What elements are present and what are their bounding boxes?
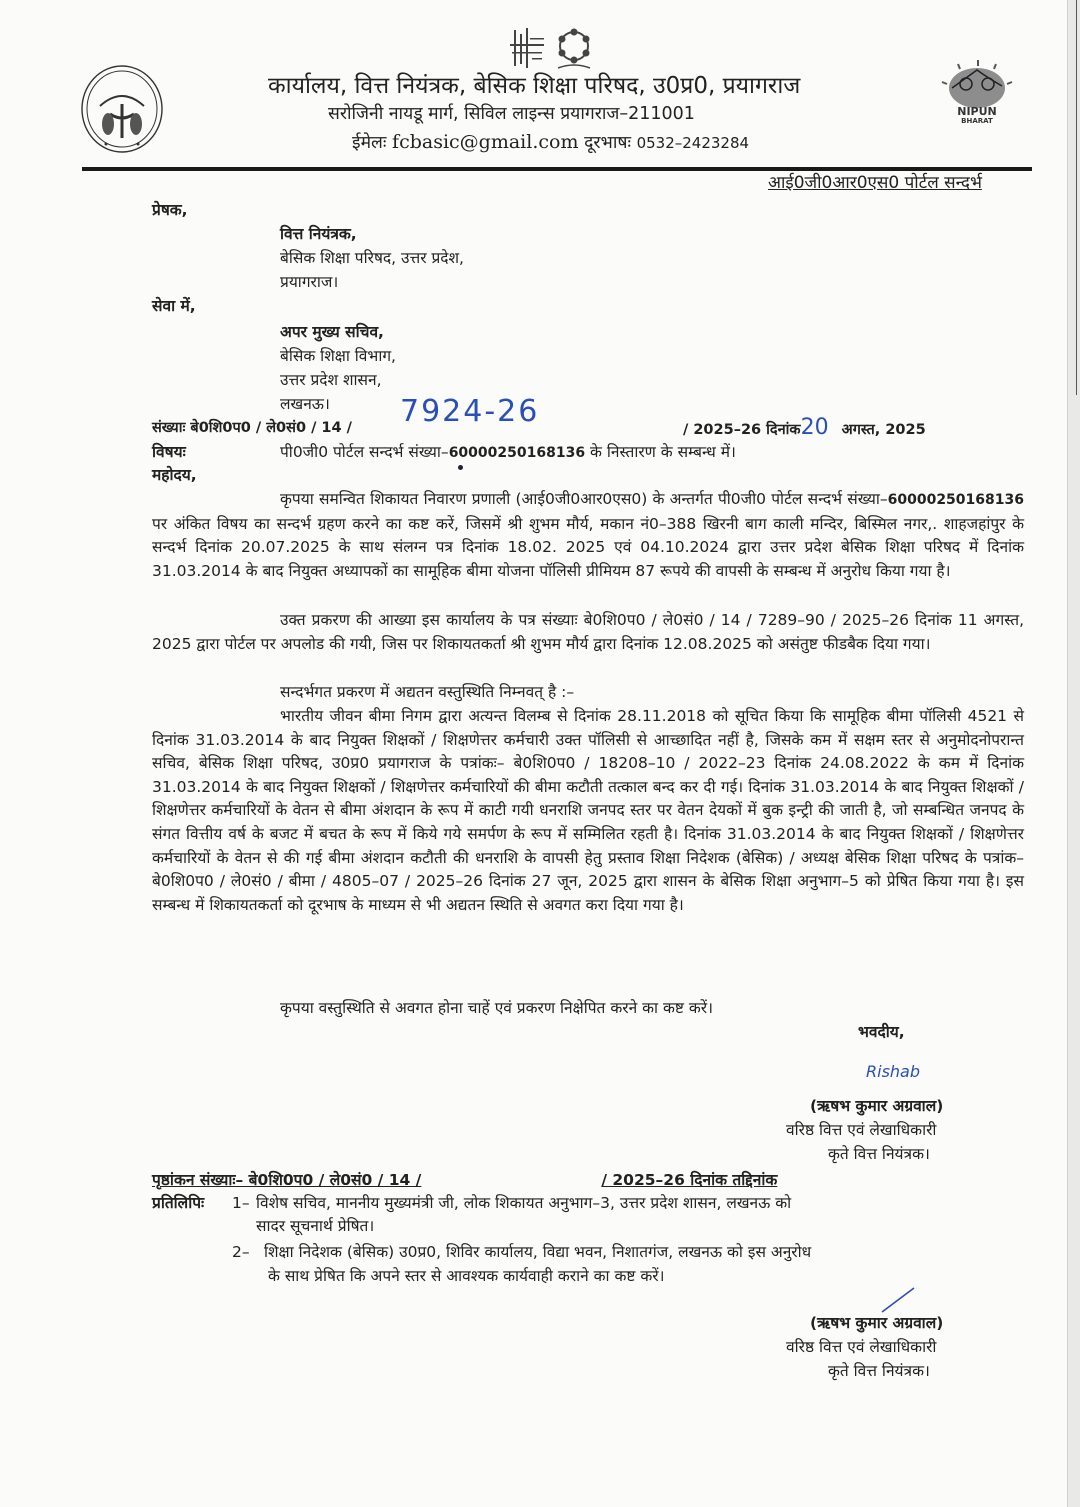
salutation: महोदय, [152,466,197,484]
handwritten-letter-number: 7924-26 [400,394,540,429]
signatory-2-designation: वरिष्ठ वित्त एवं लेखाधिकारी [786,1338,937,1356]
endorsement-prefix: पृष्ठांकन संख्याः– बे0शि0प0 / ले0सं0 / 14 / [152,1171,422,1189]
endorsement-number [152,1170,777,1190]
sender-line2: बेसिक शिक्षा परिषद, उत्तर प्रदेश, [280,249,464,267]
samagra-shiksha-logo [510,26,596,74]
contact-line [352,131,749,154]
signatory-2-name: (ऋषभ कुमार अग्रवाल) [810,1314,944,1332]
recipient-line2: बेसिक शिक्षा विभाग, [280,347,396,365]
subject-after: के निस्तारण के सम्बन्ध में। [585,443,736,461]
nipun-bharat-logo [932,58,1022,130]
recipient-line3: उत्तर प्रदेश शासन, [280,371,382,389]
office-address: सरोजिनी नायडू मार्ग, सिविल लाइन्स प्रयागराज–211001 [328,104,695,124]
phone-number: 0532–2423284 [636,134,750,152]
paragraph-3: सन्दर्भगत प्रकरण में अद्यतन वस्तुस्थिति निम्नवत् है :– [280,683,575,701]
office-name: कार्यालय, वित्त नियंत्रक, बेसिक शिक्षा परिषद, उ0प्र0, प्रयागराज [268,73,801,99]
subject-text [280,442,736,463]
paragraph-1-number: 60000250168136 [887,492,1024,508]
copy-item-2-line2: के साथ प्रेषित कि अपने स्तर से आवश्यक कार्यवाही कराने का कष्ट करें। [268,1267,665,1285]
signatory-for: कृते वित्त नियंत्रक। [828,1145,930,1163]
paragraph-1-part-a: कृपया समन्वित शिकायत निवारण प्रणाली (आई0जी0आर0एस0) के अन्तर्गत पी0जी0 पोर्टल सन्दर्भ संख्या– [280,490,888,508]
copy-item-1-number: 1– [232,1194,250,1212]
subject-label: विषयः [152,443,186,461]
copy-item-2-number: 2– [232,1243,250,1261]
scan-edge-line [1076,0,1077,395]
subject-number: 60000250168136 [448,445,586,461]
up-government-emblem [80,64,164,154]
subject-before: पी0जी0 पोर्टल सन्दर्भ संख्या– [280,443,449,461]
signatory-2-for: कृते वित्त नियंत्रक। [828,1362,930,1380]
paragraph-1 [152,488,1024,583]
email-address: fcbasic@gmail.com [392,131,579,153]
paragraph-4: भारतीय जीवन बीमा निगम द्वारा अत्यन्त विलम्ब से दिनांक 28.11.2018 को सूचित किया कि सामूहिक बीमा पॉलिसी 4521 से दिनांक 31.03.2014 के बाद नियुक्त शिक्षकों / शिक्षणेत्तर कर्मचारी उक्त पॉलिसी से आच्छादित नहीं है, जिसके कम में सक्षम स्तर से अनुमोदनोपरान्त सचिव, बेसिक शिक्षा परिषद, उ0प्र0 प्रयागराज के पत्रांकः– बे0शि0प0 / 18208–10 / 2022–23 दिनांक 24.08.2022 के कम में दिनांक 31.03.2014 के बाद नियुक्त शिक्षकों / शिक्षणेत्तर कर्मचारियों की बीमा कटौती तत्काल बन्द कर दी गई। दिनांक 31.03.2014 के बाद नियुक्त शिक्षकों / शिक्षणेत्तर कर्मचारियों के वेतन से बीमा अंशदान के रूप में काटी गयी धनराशि जनपद स्तर पर वेतन देयकों में बुक इन्ट्री की जाती है, जो सम्बन्धित जनपद के संगत वित्तीय वर्ष के बजट में बचत के रूप में किये गये समर्पण के रूप में सम्मिलित रहती है। दिनांक 31.03.2014 के बाद नियुक्त शिक्षकों / शिक्षणेत्तर कर्मचारियों के वेतन से की गई बीमा अंशदान कटौती की धनराशि के वापसी हेतु प्रस्ताव शिक्षा निदेशक (बेसिक) / अध्यक्ष बेसिक शिक्षा परिषद के पत्रांक– बे0शि0प0 / ले0सं0 / बीमा / 4805–07 / 2025–26 दिनांक 27 जून, 2025 द्वारा शासन के बेसिक शिक्षा अनुभाग–5 को प्रेषित किया गया है। इस सम्बन्ध में शिकायतकर्ता को दूरभाष के माध्यम से भी अद्यतन स्थिति से अवगत करा दिया गया है। [152,707,1024,914]
nipun-logo-line1: NIPUN [957,105,997,118]
letterhead-rule [82,167,1032,171]
year-date-label: / 2025–26 दिनांक [683,422,801,438]
copy-to-label: प्रतिलिपिः [152,1194,205,1212]
nipun-logo-line2: BHARAT [961,117,993,125]
paragraph-1-part-b: पर अंकित विषय का सन्दर्भ ग्रहण करने का कष्ट करें, जिसमें श्री शुभम मौर्य, मकान नं0–388 खिरनी बाग काली मन्दिर, बिस्मिल नगर,. शाहजहांपुर के सन्दर्भ दिनांक 20.07.2025 के साथ संलग्न पत्र दिनांक 18.02. 2025 एवं 04.10.2024 द्वारा उत्तर प्रदेश बेसिक शिक्षा परिषद में दिनांक 31.03.2014 के बाद नियुक्त अध्यापकों का सामूहिक बीमा योजना पॉलिसी प्रीमियम 87 रूपये की वापसी के सम्बन्ध में अनुरोध किया गया है। [152,514,1024,580]
copy-item-2-line1: शिक्षा निदेशक (बेसिक) उ0प्र0, शिविर कार्यालय, विद्या भवन, निशातगंज, लखनऊ को इस अनुरोध [264,1243,812,1261]
sender-label: प्रेषक, [152,201,188,219]
handwritten-day: 20 [800,415,829,440]
paragraph-2: उक्त प्रकरण की आख्या इस कार्यालय के पत्र संख्याः बे0शि0प0 / ले0सं0 / 14 / 7289–90 / 2025–26 दिनांक 11 अगस्त, 2025 द्वारा पोर्टल पर अपलोड की गयी, जिस पर शिकायतकर्ता श्री शुभम मौर्य द्वारा दिनांक 12.08.2025 को असंतुष्ट फीडबैक दिया गया। [152,611,1024,653]
scan-edge [1067,0,1080,1507]
phone-label: दूरभाषः [584,133,631,153]
paragraph-5: कृपया वस्तुस्थिति से अवगत होना चाहें एवं प्रकरण निक्षेपित करने का कष्ट करें। [280,999,713,1017]
letter-number-suffix [683,415,926,440]
copy-item-1-line2: सादर सूचनार्थ प्रेषित। [256,1217,375,1235]
recipient-label: सेवा में, [152,297,196,315]
pen-stroke [880,1286,916,1314]
nipun-logo-text [932,106,1022,125]
email-label: ईमेलः [352,133,387,153]
copy-item-1-line1: विशेष सचिव, माननीय मुख्यमंत्री जी, लोक शिकायत अनुभाग–3, उत्तर प्रदेश शासन, लखनऊ को [256,1194,792,1212]
portal-reference-heading: आई0जी0आर0एस0 पोर्टल सन्दर्भ [768,173,982,193]
month-year: अगस्त, 2025 [841,422,926,438]
endorsement-suffix: / 2025–26 दिनांक तद्दिनांक [601,1171,778,1189]
signatory-designation: वरिष्ठ वित्त एवं लेखाधिकारी [786,1121,937,1139]
closing: भवदीय, [858,1023,905,1041]
letter-number-prefix: संख्याः बे0शि0प0 / ले0सं0 / 14 / [152,420,352,436]
ink-dot [458,465,463,470]
recipient-line4: लखनऊ। [280,395,330,413]
recipient-title: अपर मुख्य सचिव, [280,323,384,341]
sender-title: वित्त नियंत्रक, [280,225,357,243]
handwritten-signature: Rishab [866,1062,920,1081]
sender-line3: प्रयागराज। [280,273,339,291]
signatory-name: (ऋषभ कुमार अग्रवाल) [810,1097,944,1115]
